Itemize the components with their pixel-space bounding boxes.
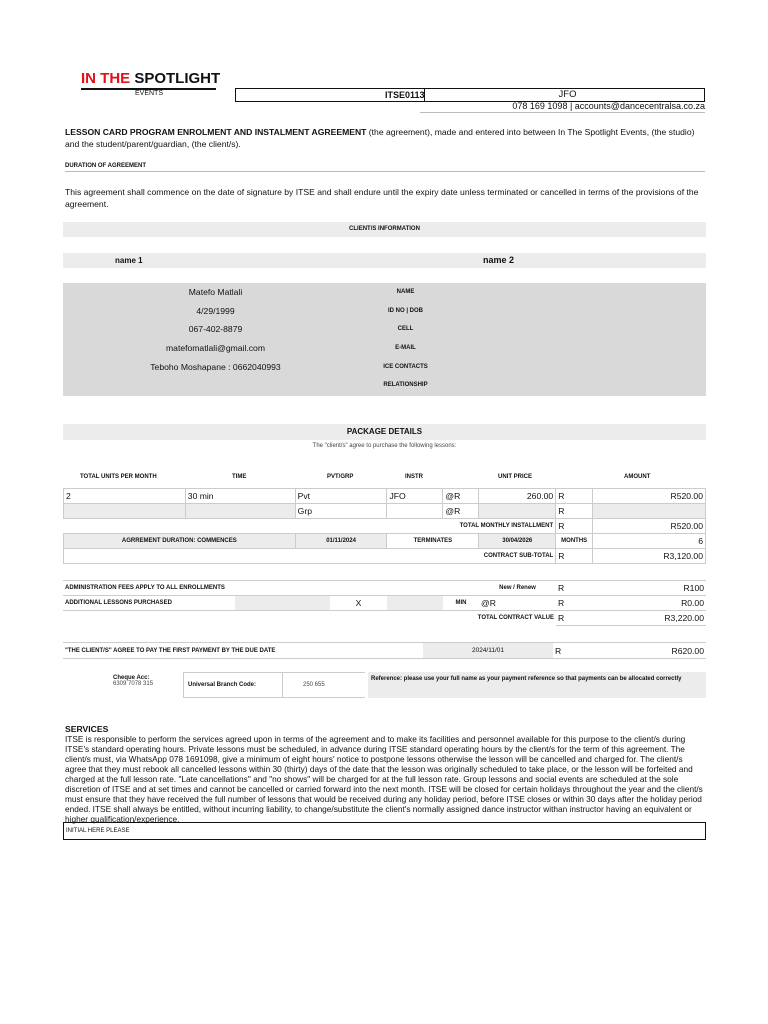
cheque-number: 6309 7078 315: [113, 681, 154, 687]
months-value[interactable]: 6: [593, 534, 706, 549]
type-cell[interactable]: Pvt: [295, 489, 387, 504]
min-label: MIN: [443, 596, 479, 611]
client-cell-value[interactable]: 067-402-8879: [188, 324, 243, 334]
duration-row: [64, 534, 706, 549]
at-r-cell: @R: [479, 596, 556, 611]
package-subtitle: The "client/s" agree to purchase the following lessons:: [312, 443, 457, 449]
package-title: PACKAGE DETAILS: [63, 424, 706, 440]
services-text-continued: ended. ITSE shall always be entitled, without incurring liability, to change/substitute the client's normally assigned dance instructor withan instructor having an equivalent or higher qualification/experience.: [65, 804, 692, 824]
unit-price-cell[interactable]: [479, 504, 556, 519]
commences-value[interactable]: 01/11/2024: [295, 534, 387, 549]
col-header-amount: AMOUNT: [624, 474, 651, 480]
duration-label: AGRREMENT DURATION: COMMENCES: [64, 534, 296, 549]
cheque-label: Cheque Acc:: [113, 675, 150, 681]
total-contract-value: R3,220.00: [593, 611, 706, 626]
client-dob-value[interactable]: 4/29/1999: [196, 306, 235, 316]
subtotal-label: CONTRACT SUB-TOTAL: [64, 549, 556, 564]
monthly-total-row: [64, 519, 706, 534]
total-contract-label: TOTAL CONTRACT VALUE: [477, 615, 554, 622]
duration-text: This agreement shall commence on the date of signature by ITSE and shall endure until the expiry date unless terminated or cancelled in terms of the provisions of the agreement.: [65, 187, 699, 209]
intro-paragraph: [65, 126, 705, 150]
fees-table: [63, 580, 706, 626]
col-header-time: TIME: [232, 474, 247, 480]
table-row: [64, 504, 706, 519]
first-payment-table: [63, 642, 706, 659]
terminates-label: TERMINATES: [387, 534, 479, 549]
r-cell: R: [556, 504, 593, 519]
subtotal-value: R3,120.00: [593, 549, 706, 564]
instructor-code: JFO: [558, 89, 577, 100]
label-relationship: RELATIONSHIP: [383, 382, 428, 388]
first-payment-date[interactable]: 2024/11/01: [423, 643, 553, 659]
label-id-dob: ID NO | DOB: [387, 308, 423, 314]
intro-text: (the agreement), made and entered into between In The Spotlight Events, (the studio) and the student/parent/guardian, (the client/s).: [65, 127, 695, 149]
additional-lessons-label: ADDITIONAL LESSONS PURCHASED: [63, 596, 235, 611]
additional-lessons-value: R0.00: [593, 596, 706, 611]
new-renew-label[interactable]: New / Renew: [479, 581, 556, 596]
col-header-type: PVT/GRP: [327, 474, 354, 480]
unit-price-cell[interactable]: 260.00: [479, 489, 556, 504]
at-r-cell: @R: [443, 489, 479, 504]
document-code: ITSE0113: [385, 90, 425, 100]
services-section: [65, 724, 705, 824]
additional-qty-cell[interactable]: [235, 596, 330, 611]
label-ice-contacts: ICE CONTACTS: [383, 364, 428, 370]
client-name-2-heading: name 2: [483, 255, 515, 265]
first-payment-row: [63, 643, 706, 659]
instr-cell[interactable]: JFO: [387, 489, 443, 504]
r-cell: R: [556, 581, 593, 596]
col-header-units: TOTAL UNITS PER MONTH: [80, 474, 157, 480]
additional-lessons-row: [63, 596, 706, 611]
logo-subtitle: EVENTS: [135, 90, 164, 97]
initial-field[interactable]: INITIAL HERE PLEASE: [63, 822, 706, 840]
services-text: ITSE is responsible to perform the services agreed upon in terms of the agreement and to make its facilities and personnel available for this purpose to the client/s during ITSE's standard operating hours. Private lessons must be scheduled, in advance during ITSE standard operating hours by the client/s for the term of this agreement. The client/s must, via WhatsApp 078 1691098, give a minimum of eight hours' notice to postpone lessons otherwise the lesson will be cancelled and charged for. The client/s agree that they must rebook all cancelled lessons within 30 (thirty) days of the date that the lesson was originally scheduled to take place, or the lesson will be forfeited and charged at the full lesson rate. "Late cancellations" and "no shows" will be charged for at the full lesson rate. Group lessons and social events are scheduled at the sole discretion of ITSE and at set times and cannot be cancelled or carried forward into the next month. ITSE will be closed for certain holidays throughout the year and the client/s must ensure that they have received the full number of lessons that would be received during any holiday period, before ITSE closes or within 30 days after the holiday period: [65, 734, 703, 804]
time-cell[interactable]: [185, 504, 295, 519]
reference-note: Reference: please use your full name as your payment reference so that payments can be allocated correctly: [368, 672, 706, 698]
type-cell[interactable]: Grp: [295, 504, 387, 519]
months-label: MONTHS: [556, 534, 593, 549]
label-cell: CELL: [397, 326, 414, 332]
intro-title: LESSON CARD PROGRAM ENROLMENT AND INSTALMENT AGREEMENT: [65, 127, 367, 137]
monthly-installment-value: R520.00: [593, 519, 706, 534]
terminates-value[interactable]: 30/04/2026: [479, 534, 556, 549]
r-cell: R: [556, 519, 593, 534]
cheque-account: [113, 672, 183, 698]
r-cell: R: [556, 489, 593, 504]
company-logo: [81, 70, 220, 90]
client-details-box: [63, 283, 706, 396]
r-cell: R: [556, 549, 593, 564]
admin-fee-row: [63, 581, 706, 596]
services-title: SERVICES: [65, 724, 109, 734]
multiply-sign: X: [330, 596, 387, 611]
client-name-value[interactable]: Matefo Matlali: [188, 287, 243, 297]
bank-details: [63, 672, 706, 698]
at-r-cell: @R: [443, 504, 479, 519]
units-cell[interactable]: 2: [64, 489, 186, 504]
instr-cell[interactable]: [387, 504, 443, 519]
r-cell: R: [556, 611, 593, 626]
col-header-unit-price: UNIT PRICE: [498, 474, 533, 480]
client-names-bar: [63, 253, 706, 268]
branch-code-label: Universal Branch Code:: [183, 672, 283, 698]
branch-code-value: 250 655: [283, 672, 365, 698]
first-payment-value: R620.00: [593, 643, 706, 659]
client-info-title: CLIENT/S INFORMATION: [63, 222, 706, 237]
contact-line: 078 169 1098 | accounts@dancecentralsa.co.za: [420, 101, 705, 113]
additional-minutes-cell[interactable]: [387, 596, 443, 611]
time-cell[interactable]: 30 min: [185, 489, 295, 504]
duration-title: DURATION OF AGREEMENT: [65, 163, 705, 172]
client-ice-value[interactable]: Teboho Moshapane : 0662040993: [150, 362, 281, 372]
units-cell[interactable]: [64, 504, 186, 519]
label-email: E-MAIL: [395, 345, 416, 351]
logo-black-text: SPOTLIGHT: [134, 70, 221, 87]
admin-fee-value: R100: [593, 581, 706, 596]
amount-cell: [593, 504, 706, 519]
first-payment-label: "THE CLIENT/S" AGREE TO PAY THE FIRST PAYMENT BY THE DUE DATE: [63, 643, 423, 659]
label-name: NAME: [396, 289, 415, 295]
table-row: [64, 489, 706, 504]
client-email-value[interactable]: matefomatlali@gmail.com: [166, 343, 265, 353]
monthly-installment-label: TOTAL MONTHLY INSTALLMENT: [64, 519, 556, 534]
package-table: [63, 488, 706, 564]
r-cell: R: [553, 643, 593, 659]
col-header-instr: INSTR: [405, 474, 423, 480]
admin-fee-label: ADMINISTRATION FEES APPLY TO ALL ENROLLMENTS: [63, 581, 479, 596]
amount-cell: R520.00: [593, 489, 706, 504]
r-cell: R: [556, 596, 593, 611]
total-contract-row: [63, 611, 706, 626]
client-name-1-heading: name 1: [115, 256, 143, 265]
subtotal-row: [64, 549, 706, 564]
logo-red-text: IN THE: [81, 70, 131, 87]
